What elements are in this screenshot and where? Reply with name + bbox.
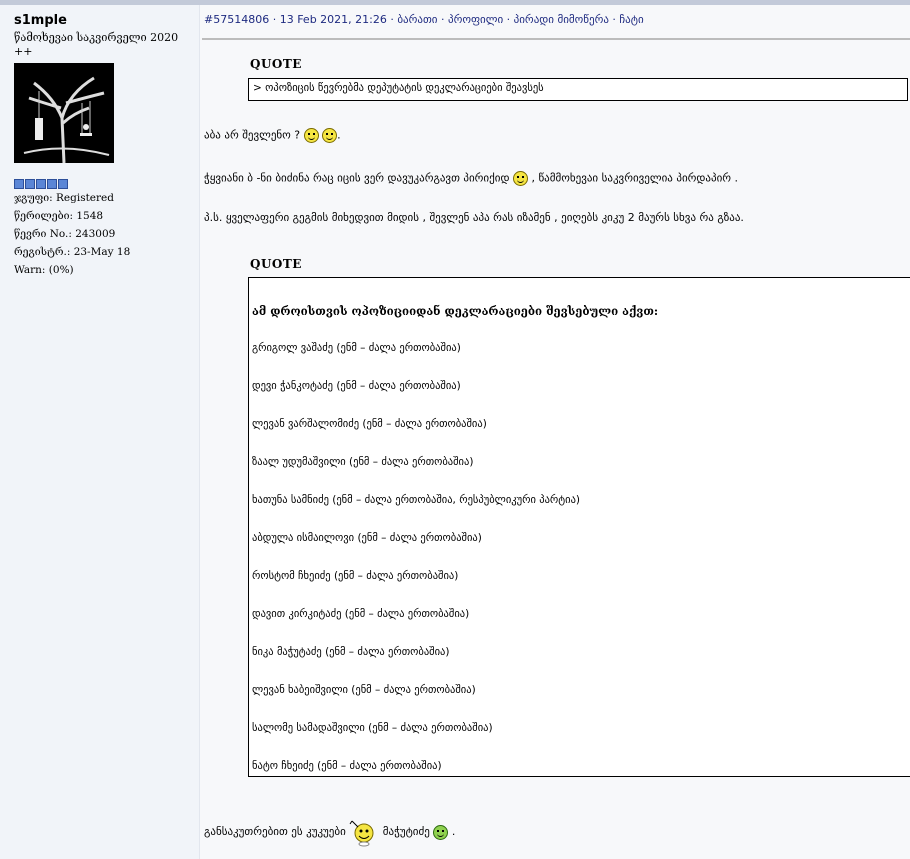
quote-label: QUOTE bbox=[250, 257, 302, 271]
star-icon bbox=[25, 179, 35, 189]
user-title: წამოხევაი საკვირველი 2020 ++ bbox=[14, 31, 179, 58]
post-paragraph: აბა არ შევლენო ? . bbox=[204, 128, 341, 142]
smile-icon bbox=[322, 128, 337, 143]
quote-box bbox=[248, 277, 910, 777]
list-item: ხათუნა სამნიძე (ენმ – ძალა ერთობაშია, რესპუბლიკური პარტია) bbox=[252, 494, 580, 506]
user-registered: რეგისტრ.: 23-May 18 bbox=[14, 246, 131, 258]
star-icon bbox=[58, 179, 68, 189]
header-divider bbox=[202, 38, 910, 40]
star-icon bbox=[36, 179, 46, 189]
list-item: ლევან ხაბეიშვილი (ენმ – ძალა ერთობაშია) bbox=[252, 684, 476, 696]
user-group: ჯგუფი: Registered bbox=[14, 192, 114, 204]
star-icon bbox=[14, 179, 24, 189]
star-icon bbox=[47, 179, 57, 189]
list-item: ლევან ვარშალომიძე (ენმ – ძალა ერთობაშია) bbox=[252, 418, 487, 430]
user-sidebar bbox=[0, 5, 200, 859]
grin-icon bbox=[433, 825, 448, 840]
list-item: გრიგოლ ვაშაძე (ენმ – ძალა ერთობაშია) bbox=[252, 342, 461, 354]
list-item: დავით კირკიტაძე (ენმ – ძალა ერთობაშია) bbox=[252, 608, 470, 620]
post-paragraph: პ.ს. ყველაფერი გეგმის მიხედვით მიდის , შევლენ აპა რას იზამენ , ეიღებს კიკუ 2 მაურს სხვა რა გზაა. bbox=[204, 211, 744, 224]
list-item: სალომე სამადაშვილი (ენმ – ძალა ერთობაშია) bbox=[252, 722, 493, 734]
post-body bbox=[200, 5, 910, 859]
post-date: · 13 Feb 2021, 21:26 · bbox=[269, 13, 398, 26]
user-posts: წერილები: 1548 bbox=[14, 210, 104, 222]
quote-box bbox=[248, 78, 908, 101]
quote-heading: ამ დროისთვის ოპოზიციიდან დეკლარაციები შევსებული აქვთ: bbox=[252, 304, 659, 318]
funny-face-icon bbox=[349, 817, 379, 847]
post-paragraph: ჭყვიანი ბ -ნი ბიძინა რაც იცის ვერ დავუკარგავთ პირიქიდ , წამმოხევაი საკვრიველია პირდაპირ . bbox=[204, 171, 739, 185]
profile-link[interactable]: პროფილი bbox=[447, 13, 504, 26]
rank-stars bbox=[14, 179, 199, 189]
post-id-link[interactable]: #57514806 bbox=[204, 13, 270, 26]
list-item: ნატო ჩხეიძე (ენმ – ძალა ერთობაშია) bbox=[252, 760, 442, 772]
quote-text: > ოპოზიცის წევრებმა დეპუტატის დეკლარაციები შეავსეს bbox=[253, 82, 544, 94]
card-link[interactable]: ბარათი bbox=[397, 13, 438, 26]
username[interactable]: s1mple bbox=[14, 13, 67, 28]
list-item: ნიკა მაჭუტაძე (ენმ – ძალა ერთობაშია) bbox=[252, 646, 450, 658]
chat-link[interactable]: ჩატი bbox=[619, 13, 644, 26]
user-member-no: წევრი No.: 243009 bbox=[14, 228, 116, 240]
smile-icon bbox=[304, 128, 319, 143]
post-header: #57514806 · 13 Feb 2021, 21:26 · ბარათი · პროფილი · პირადი მიმოწერა · ჩატი bbox=[204, 13, 644, 26]
user-warn: Warn: (0%) bbox=[14, 264, 74, 276]
avatar bbox=[14, 63, 114, 163]
list-item: აბდულა ისმაილოვი (ენმ – ძალა ერთობაშია) bbox=[252, 532, 482, 544]
smile-icon bbox=[513, 171, 528, 186]
list-item: როსტომ ჩხეიძე (ენმ – ძალა ერთობაშია) bbox=[252, 570, 459, 582]
list-item: ზაალ უდუმაშვილი (ენმ – ძალა ერთობაშია) bbox=[252, 456, 474, 468]
post-paragraph: განსაკუთრებით ეს კუკუები მაჭუტიძე . bbox=[204, 817, 455, 847]
quote-label: QUOTE bbox=[250, 57, 302, 71]
pm-link[interactable]: პირადი მიმოწერა bbox=[513, 13, 609, 26]
list-item: დევი ჭანკოტაძე (ენმ – ძალა ერთობაშია) bbox=[252, 380, 461, 392]
